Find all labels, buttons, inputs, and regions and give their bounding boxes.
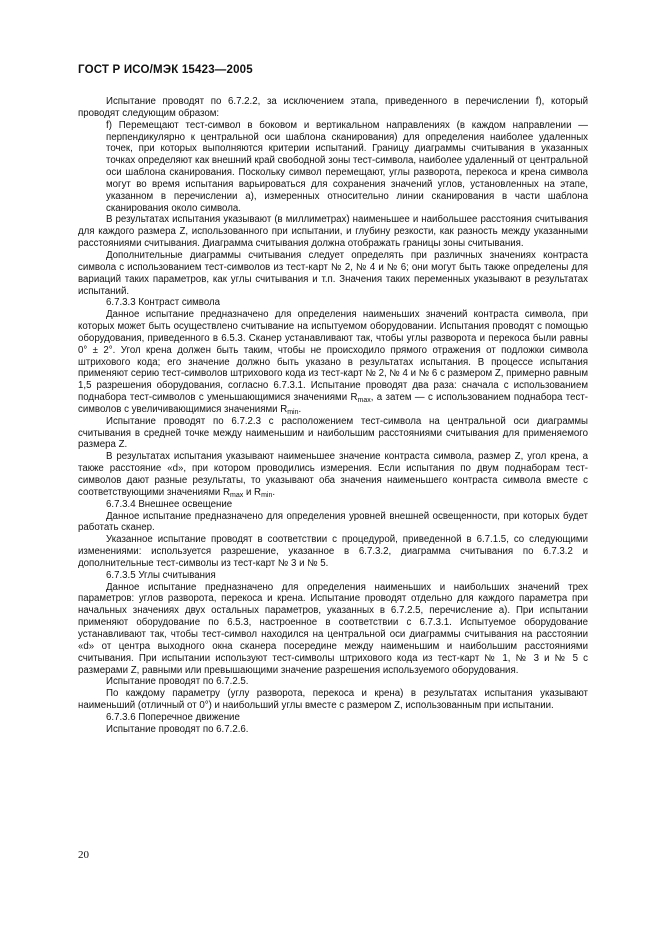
subscript: min bbox=[261, 491, 273, 499]
document-header: ГОСТ Р ИСО/МЭК 15423—2005 bbox=[78, 64, 253, 76]
section-heading: 6.7.3.3 Контраст символа bbox=[106, 297, 221, 309]
paragraph: Указанное испытание проводят в соответствии с процедурой, приведенной в 6.7.1.5, со следующими изменениями: используется разрешение, указанное в 6.7.3.2, диаграмма считывания по 6.7.3.2 и дополнительные тест-символы из тест-карт № 3 и № 5. bbox=[78, 534, 588, 569]
paragraph bbox=[78, 451, 588, 498]
paragraph-text: . bbox=[272, 486, 276, 498]
paragraph: Данное испытание предназначено для определения уровней внешней освещенности, при которых будет работать сканер. bbox=[78, 510, 588, 534]
paragraph: Дополнительные диаграммы считывания следует определять при различных значениях контраста символа с использованием тест-символов из тест-карт № 2, № 4 и № 6; они могут быть также определены для вариаций таких параметров, как углы считывания и т.п. Значения таких переменных указывают в результатах испытаний. bbox=[78, 249, 588, 297]
paragraph-text: . bbox=[298, 403, 302, 415]
paragraph: Испытание проводят по 6.7.2.3 с расположением тест-символа на центральной оси диаграммы считывания в средней точке между наименьшим и наибольшим расстояниями считывания для применяемого размера Z. bbox=[78, 415, 588, 451]
section-heading: 6.7.3.4 Внешнее освещение bbox=[106, 498, 233, 510]
subscript: max bbox=[230, 491, 244, 499]
paragraph-text: В результатах испытания указывают наименьшее значение контраста символа, размер Z, угол крена, а также расстояние «d», при котором проводились измерения. Если испытания по двум поднаборам тест-символов дают разные результаты, то указывают оба значения наименьшего контраста символа вместе с соответствующими значениями R bbox=[78, 451, 588, 498]
section-heading: 6.7.3.6 Поперечное движение bbox=[106, 711, 240, 723]
subscript: min bbox=[287, 408, 299, 416]
section-heading: 6.7.3.5 Углы считывания bbox=[106, 569, 216, 581]
page-number: 20 bbox=[78, 849, 89, 861]
paragraph: Данное испытание предназначено для определения наименьших и наибольших значений трех параметров: углов разворота, перекоса и крена. Испытание проводят отдельно для каждого параметра при начальных значениях двух остальных параметров, указанных в 6.7.2.5, перечисление а). При испытании применяют оборудование по 6.5.3, настроенное в соответствии с 6.7.3.1. Испытуемое оборудование устанавливают так, чтобы тест-символ находился на центральной оси диаграммы считывания на расстоянии «d» от центра выходного окна сканера посередине между наименьшим и наибольшим расстояниями считывания. При испытании используют тест-символы штрихового кода из тест-карт № 1, № 3 и № 5 с размерами Z, равными или превышающими значение разрешения используемого оборудования. bbox=[78, 581, 588, 676]
list-item-f: f) Перемещают тест-символ в боковом и вертикальном направлениях (в каждом направлении — перпендикулярно к центральной оси шаблона сканирования) для определения наиболее удаленных точек, при которых выполняются критерии испытаний. Границу диаграммы считывания в указанных точках определяют как внешний край свободной зоны тест-символа, наиболее удаленный от центральной оси шаблона сканирования. Поскольку символ перемещают, углы разворота, перекоса и крена символа могут во время испытания варьироваться для сохранения значений углов, установленных на этапе, указанном в перечислении а), измеренных относительно линии сканирования в части шаблона сканирования около символа. bbox=[106, 119, 588, 214]
paragraph: По каждому параметру (углу разворота, перекоса и крена) в результатах испытания указывают наименьший (отличный от 0°) и наибольший углы вместе с размером Z, использованным при испытании. bbox=[78, 688, 588, 712]
subscript: max bbox=[357, 397, 371, 405]
paragraph: Испытание проводят по 6.7.2.6. bbox=[106, 723, 249, 735]
paragraph bbox=[78, 309, 588, 416]
paragraph: Испытание проводят по 6.7.2.2, за исключением этапа, приведенного в перечислении f), который проводят следующим образом: bbox=[78, 96, 588, 119]
paragraph: Испытание проводят по 6.7.2.5. bbox=[106, 676, 249, 688]
paragraph: В результатах испытания указывают (в миллиметрах) наименьшее и наибольшее расстояния считывания для каждого размера Z, использованного при испытании, и глубину резкости, как разность между указанными расстояниями считывания. Диаграмма считывания должна отображать границы зоны считывания. bbox=[78, 214, 588, 250]
paragraph-text: , а затем — с использованием поднабора тест-символов с увеличивающимися значениями R bbox=[78, 392, 589, 415]
paragraph-text: и R bbox=[243, 486, 262, 498]
document-body bbox=[78, 96, 588, 736]
paragraph-text: Данное испытание предназначено для определения наименьших значений контраста символа, при которых может быть осуществлено считывание на испытуемом оборудовании. Испытания проводят с помощью оборудования, приведенного в 6.5.3. Сканер устанавливают так, чтобы углы разворота и перекоса были равны 0° ± 2°. Угол крена должен быть таким, чтобы не происходило прямого отражения от подложки символа штрихового кода; его значение должно быть указано в результатах испытания. В процессе испытания применяют серию тест-символов штрихового кода из тест-карт № 2, № 4 и № 6 с размером Z, примерно равным 1,5 разрешения оборудования, согласно 6.7.3.1. Испытание проводят два раза: сначала с использованием поднабора тест-символов с уменьшающимися значениями R bbox=[78, 309, 588, 404]
